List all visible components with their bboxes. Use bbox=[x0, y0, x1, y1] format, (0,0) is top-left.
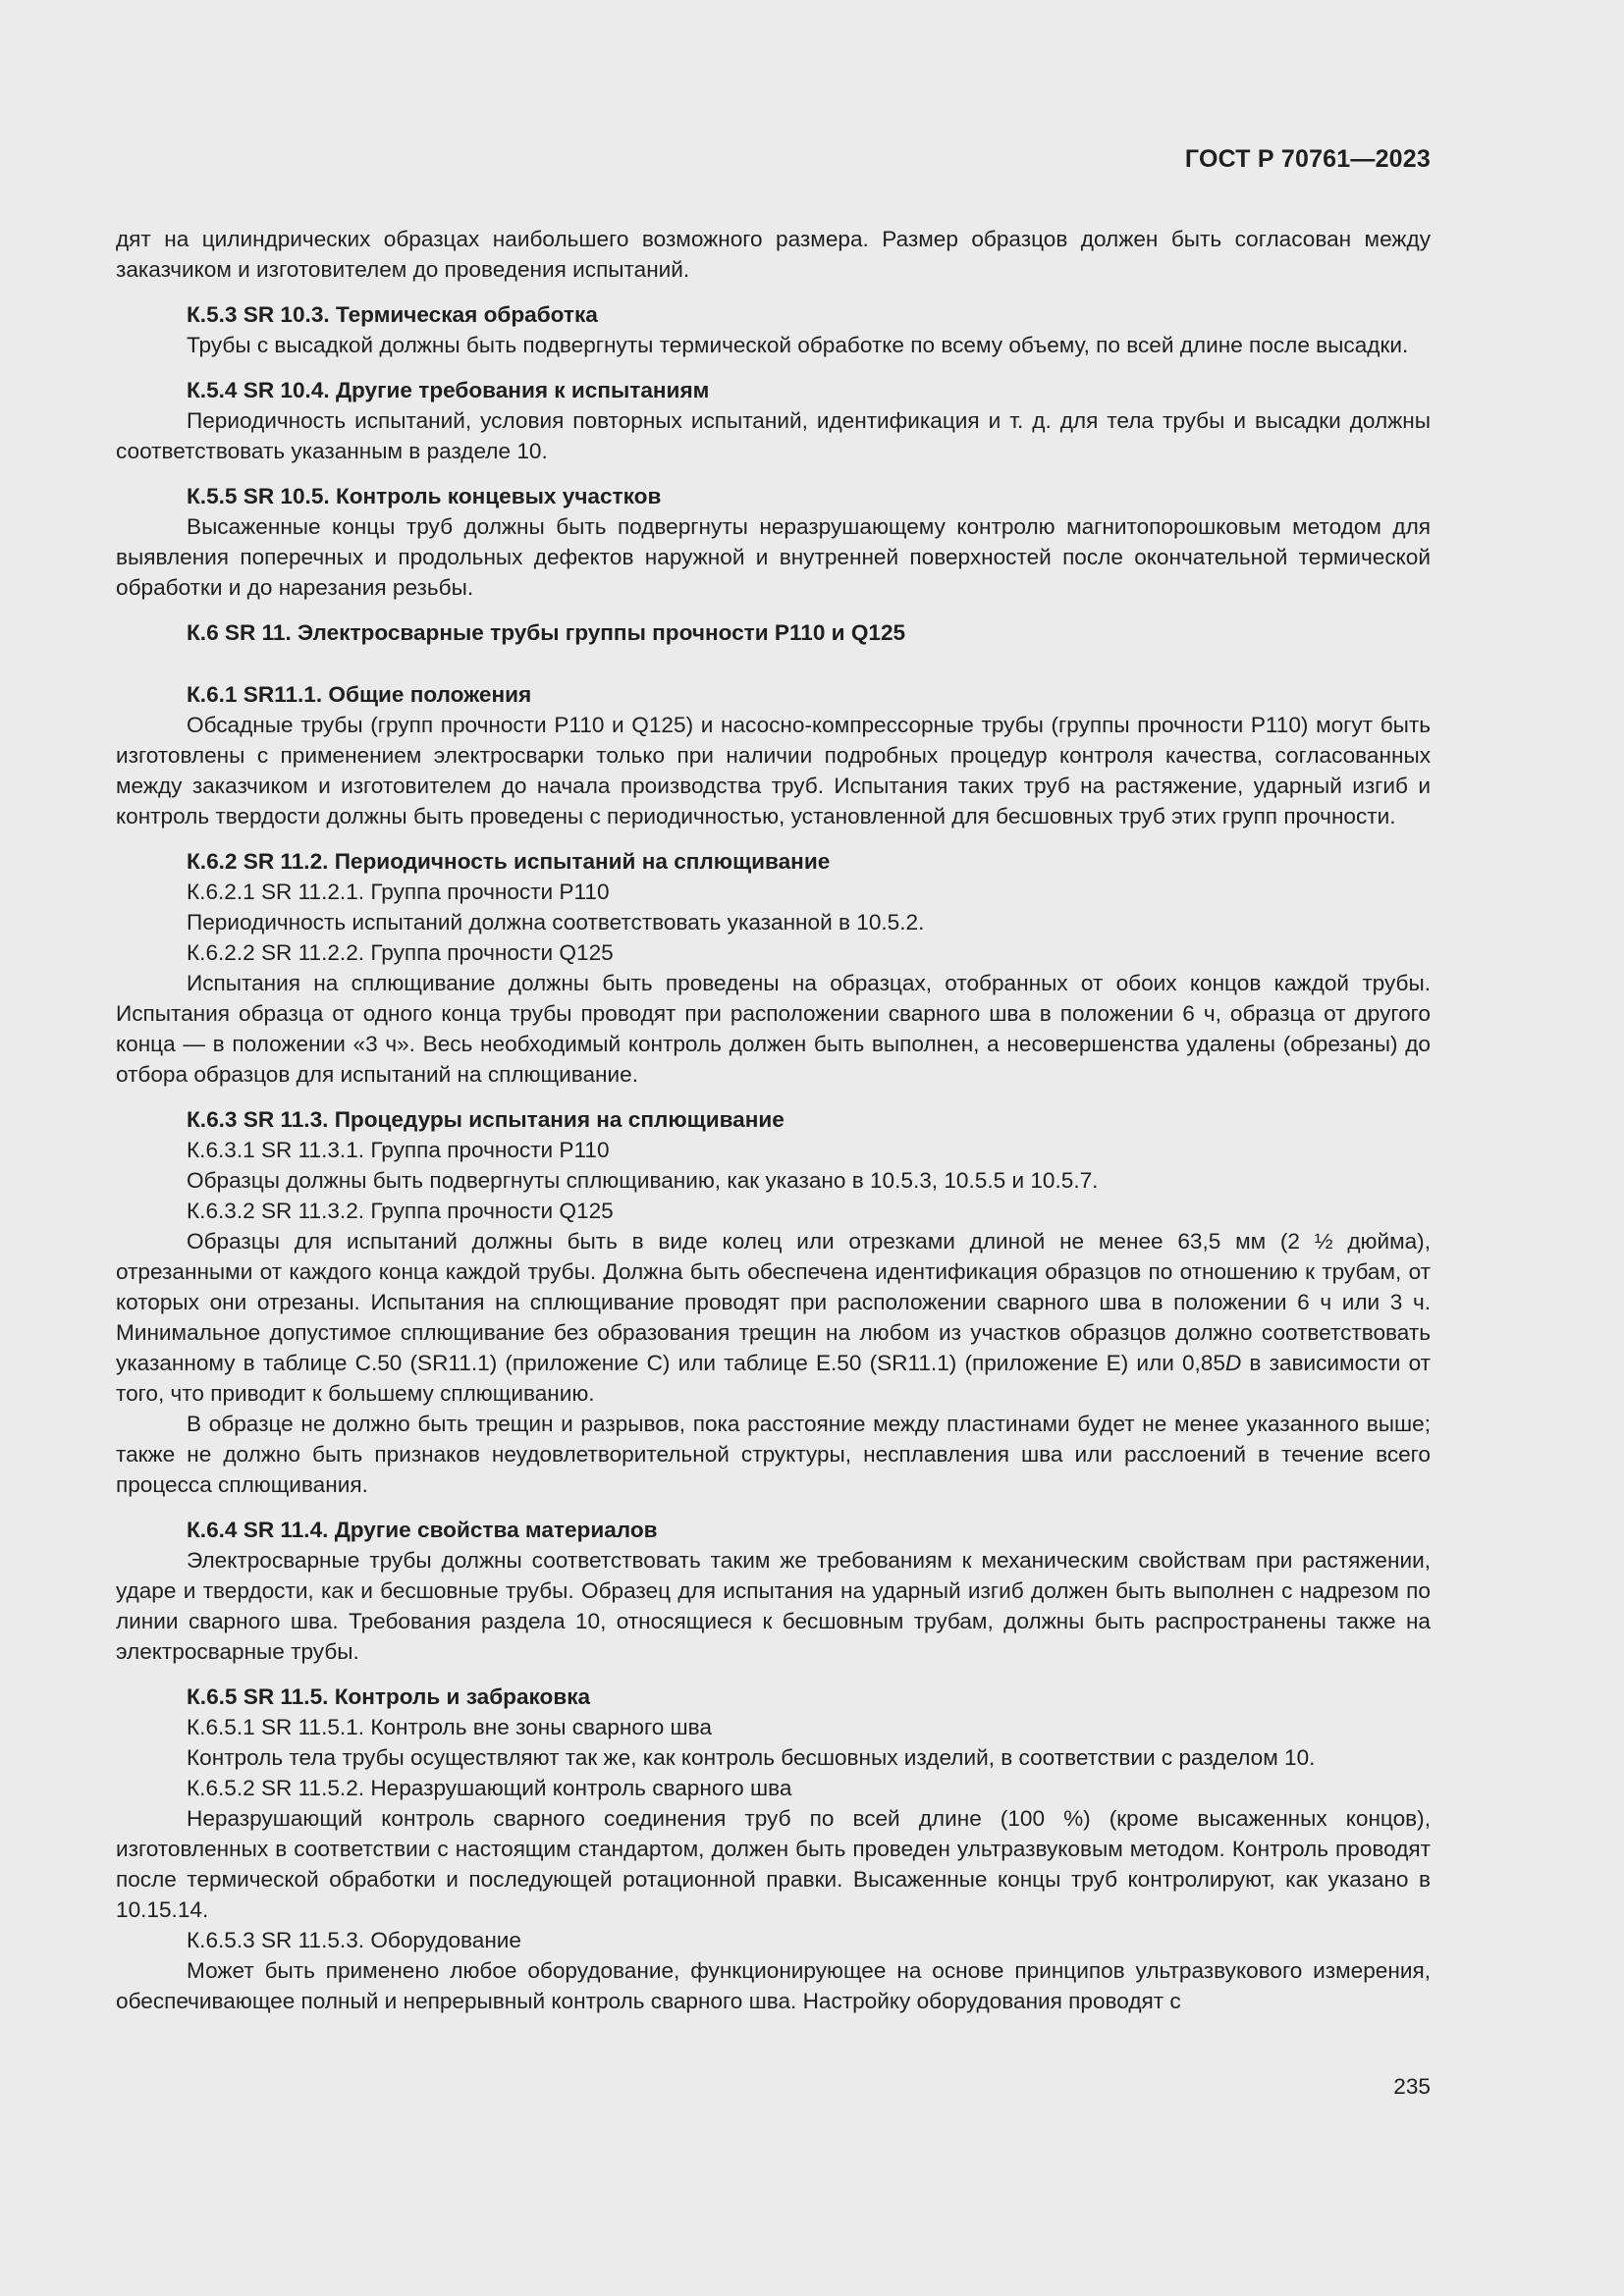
section-heading-k64: К.6.4 SR 11.4. Другие свойства материалов bbox=[187, 1518, 658, 1542]
paragraph-k632b: В образце не должно быть трещин и разрывов, пока расстояние между пластинами будет не менее указанного выше; также не должно быть признаков неудовлетворительной структуры, несплавления шва или расслоений в течение всего процесса сплющивания. bbox=[116, 1412, 1431, 1497]
section-heading-k6: К.6 SR 11. Электросварные трубы группы прочности Р110 и Q125 bbox=[187, 620, 906, 645]
subsection-heading-k651: К.6.5.1 SR 11.5.1. Контроль вне зоны сварного шва bbox=[187, 1715, 712, 1739]
paragraph-k61: Обсадные трубы (групп прочности Р110 и Q125) и насосно-компрессорные трубы (группы прочности Р110) могут быть изготовлены с применением электросварки только при наличии подробных процедур контроля качества, согласованных между заказчиком и изготовителем до начала производства труб. Испытания таких труб на растяжение, ударный изгиб и контроль твердости должны быть проведены с периодичностью, установленной для бесшовных труб этих групп прочности. bbox=[116, 713, 1431, 828]
subsection-heading-k622: К.6.2.2 SR 11.2.2. Группа прочности Q125 bbox=[187, 940, 614, 965]
document-body bbox=[116, 224, 1431, 2016]
paragraph-k64: Электросварные трубы должны соответствовать таким же требованиям к механическим свойствам при растяжении, ударе и твердости, как и бесшовные трубы. Образец для испытания на ударный изгиб должен быть выполнен с надрезом по линии сварного шва. Требования раздела 10, относящиеся к бесшовным трубам, должны быть распространены также на электросварные трубы. bbox=[116, 1548, 1431, 1664]
paragraph-k651: Контроль тела трубы осуществляют так же, как контроль бесшовных изделий, в соответствии с разделом 10. bbox=[187, 1745, 1316, 1770]
section-heading-k55: К.5.5 SR 10.5. Контроль концевых участков bbox=[187, 484, 662, 508]
paragraph-continued: дят на цилиндрических образцах наибольшего возможного размера. Размер образцов должен быть согласован между заказчиком и изготовителем до проведения испытаний. bbox=[116, 227, 1431, 282]
paragraph-k652: Неразрушающий контроль сварного соединения труб по всей длине (100 %) (кроме высаженных концов), изготовленных в соответствии с настоящим стандартом, должен быть проведен ультразвуковым методом. Контроль проводят после термической обработки и последующей ротационной правки. Высаженные концы труб контролируют, как указано в 10.15.14. bbox=[116, 1806, 1431, 1922]
paragraph-k622: Испытания на сплющивание должны быть проведены на образцах, отобранных от обоих концов каждой трубы. Испытания образца от одного конца трубы проводят при расположении сварного шва в положении 6 ч, образца от другого конца — в положении «3 ч». Весь необходимый контроль должен быть выполнен, а несовершенства удалены (обрезаны) до отбора образцов для испытаний на сплющивание. bbox=[116, 971, 1431, 1087]
document-standard-header: ГОСТ Р 70761—2023 bbox=[1184, 145, 1431, 173]
subsection-heading-k621: К.6.2.1 SR 11.2.1. Группа прочности Р110 bbox=[187, 880, 610, 904]
section-heading-k54: К.5.4 SR 10.4. Другие требования к испытаниям bbox=[187, 378, 710, 402]
section-heading-k65: К.6.5 SR 11.5. Контроль и забраковка bbox=[187, 1684, 591, 1709]
section-heading-k53: К.5.3 SR 10.3. Термическая обработка bbox=[187, 302, 598, 327]
subsection-heading-k652: К.6.5.2 SR 11.5.2. Неразрушающий контроль сварного шва bbox=[187, 1776, 792, 1800]
paragraph-k632a-tail: в зависимости от того, что приводит к большему сплющиванию. bbox=[116, 1351, 1431, 1406]
paragraph-k54: Периодичность испытаний, условия повторных испытаний, идентификация и т. д. для тела трубы и высадки должны соответствовать указанным в разделе 10. bbox=[116, 408, 1431, 463]
subsection-heading-k631: К.6.3.1 SR 11.3.1. Группа прочности Р110 bbox=[187, 1138, 610, 1162]
section-heading-k62: К.6.2 SR 11.2. Периодичность испытаний на сплющивание bbox=[187, 849, 831, 874]
paragraph-k653: Может быть применено любое оборудование, функционирующее на основе принципов ультразвукового измерения, обеспечивающее полный и непрерывный контроль сварного шва. Настройку оборудования проводят с bbox=[116, 1958, 1431, 2013]
page-number: 235 bbox=[1393, 2074, 1431, 2099]
section-heading-k61: К.6.1 SR11.1. Общие положения bbox=[187, 682, 532, 707]
paragraph-k621: Периодичность испытаний должна соответствовать указанной в 10.5.2. bbox=[187, 910, 925, 934]
subsection-heading-k653: К.6.5.3 SR 11.5.3. Оборудование bbox=[187, 1928, 521, 1952]
diameter-symbol: D bbox=[1224, 1351, 1242, 1375]
paragraph-k632a bbox=[116, 1226, 1431, 1409]
paragraph-k53: Трубы с высадкой должны быть подвергнуты термической обработке по всему объему, по всей длине после высадки. bbox=[187, 333, 1409, 357]
subsection-heading-k632: К.6.3.2 SR 11.3.2. Группа прочности Q125 bbox=[187, 1199, 614, 1223]
paragraph-k55: Высаженные концы труб должны быть подвергнуты неразрушающему контролю магнитопорошковым методом для выявления поперечных и продольных дефектов наружной и внутренней поверхностей после окончательной термической обработки и до нарезания резьбы. bbox=[116, 514, 1431, 600]
paragraph-k632a-text: Образцы для испытаний должны быть в виде колец или отрезками длиной не менее 63,5 мм (2 ½ дюйма), отрезанными от каждого конца каждой трубы. Должна быть обеспечена идентификация образцов по отношению к трубам, от которых они отрезаны. Испытания на сплющивание проводят при расположении сварного шва в положении 6 ч или 3 ч. Минимальное допустимое сплющивание без образования трещин на любом из участков образцов должно соответствовать указанному в таблице С.50 (SR11.1) (приложение С) или таблице Е.50 (SR11.1) (приложение Е) или 0,85 bbox=[116, 1229, 1431, 1375]
section-heading-k63: К.6.3 SR 11.3. Процедуры испытания на сплющивание bbox=[187, 1107, 785, 1132]
paragraph-k631: Образцы должны быть подвергнуты сплющиванию, как указано в 10.5.3, 10.5.5 и 10.5.7. bbox=[187, 1168, 1099, 1193]
